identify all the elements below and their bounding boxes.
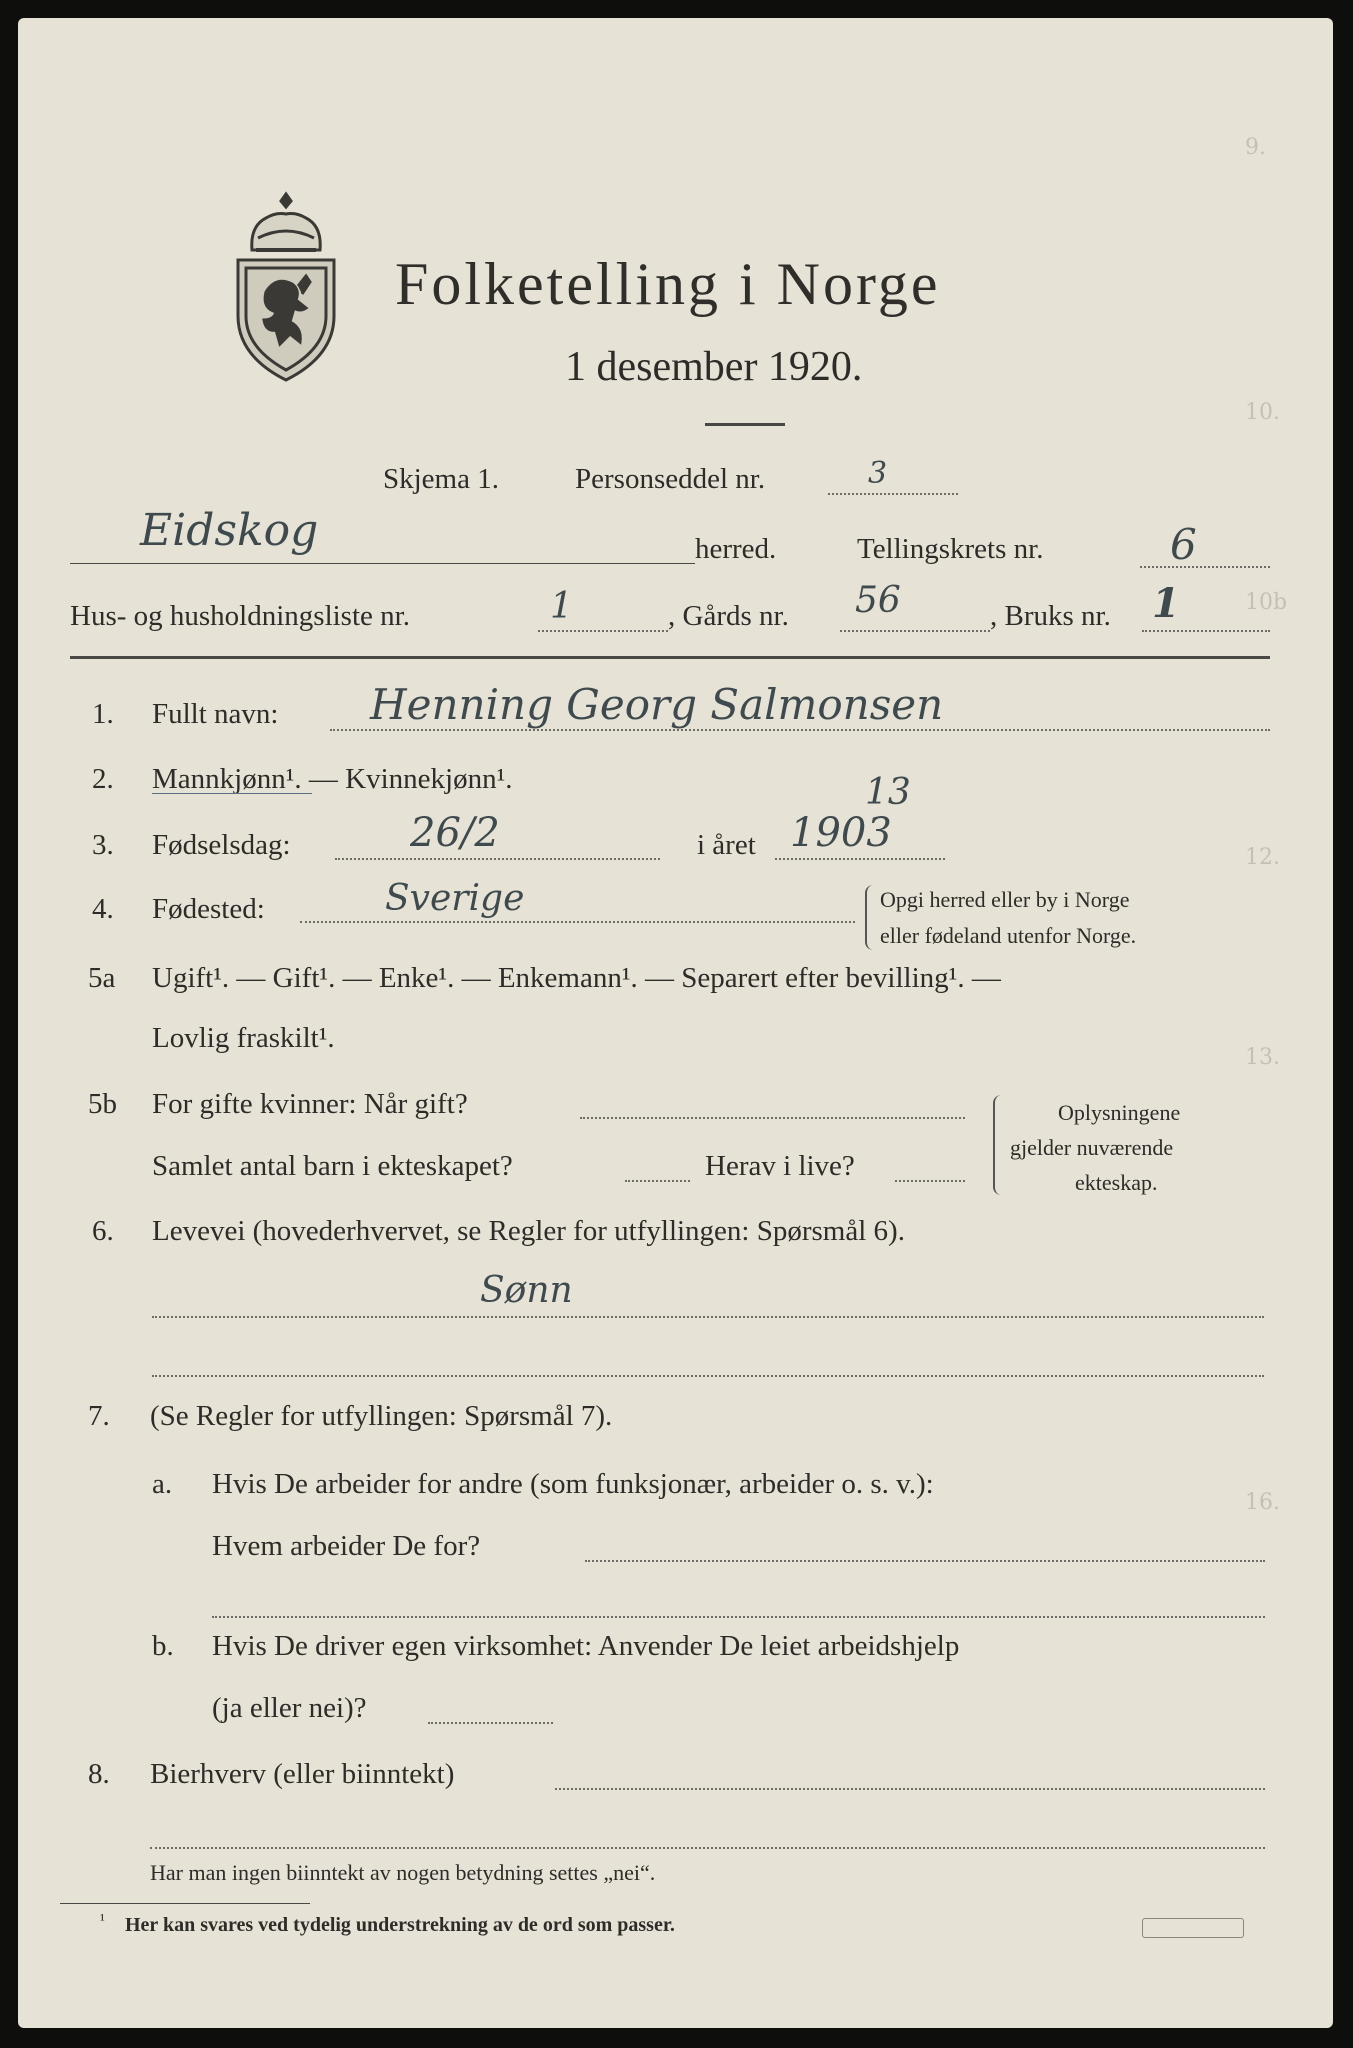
personseddel-field[interactable]	[828, 493, 958, 495]
birth-year-label: i året	[697, 829, 756, 861]
birth-year-field[interactable]	[775, 858, 945, 860]
married-when-field[interactable]	[580, 1117, 965, 1119]
employer-field-2[interactable]	[212, 1616, 1265, 1618]
bleed-through-text: 9.	[1245, 135, 1266, 160]
birthplace-note: eller fødeland utenfor Norge.	[880, 923, 1137, 948]
birthplace-label: Fødested:	[152, 893, 265, 925]
full-name-field[interactable]	[330, 729, 1270, 731]
question-number: 7.	[88, 1400, 110, 1432]
hired-help-field[interactable]	[428, 1722, 553, 1724]
bruks-value: 1	[1152, 580, 1180, 627]
norwegian-coat-of-arms-icon	[228, 188, 344, 384]
page-title: Folketelling i Norge	[395, 251, 941, 317]
personseddel-value: 3	[868, 456, 888, 491]
business-question: Hvis De driver egen virksomhet: Anvender De leiet arbeidshjelp	[212, 1630, 960, 1662]
tellingskrets-field[interactable]	[1140, 566, 1270, 568]
birthdate-label: Fødselsdag:	[152, 829, 291, 861]
full-name-value: Henning Georg Salmonsen	[370, 680, 944, 729]
income-note: Har man ingen biinntekt av nogen betydning settes „nei“.	[150, 1860, 656, 1885]
gards-value: 56	[855, 580, 901, 621]
tellingskrets-label: Tellingskrets nr.	[857, 533, 1044, 565]
question-number: 1.	[92, 698, 114, 730]
full-name-label: Fullt navn:	[152, 698, 279, 730]
side-income-field[interactable]	[555, 1788, 1265, 1790]
marriage-note: gjelder nuværende	[1010, 1135, 1174, 1160]
question-letter: a.	[152, 1468, 173, 1500]
bruks-field[interactable]	[1142, 630, 1270, 632]
question-letter: b.	[152, 1630, 174, 1662]
footnote: Her kan svares ved tydelig understrekning av de ord som passer.	[125, 1914, 675, 1936]
occupation-field-2[interactable]	[152, 1375, 1264, 1377]
birthplace-note: Opgi herred eller by i Norge	[880, 887, 1130, 912]
marital-status-options[interactable]: Lovlig fraskilt¹.	[152, 1022, 335, 1054]
children-alive-field[interactable]	[895, 1180, 965, 1182]
birth-year-value: 1903	[790, 810, 892, 856]
herred-value: Eidskog	[140, 505, 319, 556]
herred-field[interactable]	[70, 563, 695, 564]
side-income-field-2[interactable]	[150, 1847, 1265, 1849]
tellingskrets-value: 6	[1170, 520, 1197, 569]
question-number: 8.	[88, 1758, 110, 1790]
bleed-through-text: 10b	[1245, 590, 1288, 615]
hus-label: Hus- og husholdningsliste nr.	[70, 600, 410, 632]
hired-help-label: (ja eller nei)?	[212, 1692, 367, 1724]
selected-gender-underline	[152, 793, 312, 794]
question-number: 2.	[92, 763, 114, 795]
employer-label: Hvem arbeider De for?	[212, 1530, 481, 1562]
birthplace-value: Sverige	[385, 878, 525, 919]
question-number: 6.	[92, 1215, 114, 1247]
married-when-label: For gifte kvinner: Når gift?	[152, 1088, 468, 1120]
side-income-label: Bierhverv (eller biinntekt)	[150, 1758, 455, 1790]
birthdate-field[interactable]	[335, 858, 660, 860]
gards-field[interactable]	[840, 630, 990, 632]
bleed-through-text: 12.	[1245, 845, 1280, 870]
marriage-note: Oplysningene	[1058, 1100, 1181, 1125]
question-number: 4.	[92, 893, 114, 925]
employment-label: (Se Regler for utfyllingen: Spørsmål 7).	[150, 1400, 613, 1432]
gards-label: , Gårds nr.	[668, 600, 789, 632]
employer-question: Hvis De arbeider for andre (som funksjonær, arbeider o. s. v.):	[212, 1468, 934, 1500]
birth-year-correction: 13	[865, 772, 911, 813]
marital-status-options[interactable]: Ugift¹. — Gift¹. — Enke¹. — Enkemann¹. — Separert efter bevilling¹. —	[152, 962, 1001, 994]
birthplace-field[interactable]	[300, 921, 855, 923]
question-number: 3.	[92, 829, 114, 861]
children-count-label: Samlet antal barn i ekteskapet?	[152, 1150, 513, 1182]
hus-value: 1	[550, 586, 573, 627]
footnote-rule	[60, 1903, 310, 1904]
brace	[865, 885, 873, 950]
bleed-through-text: 16.	[1245, 1490, 1280, 1515]
title-divider	[705, 423, 785, 426]
hus-field[interactable]	[538, 630, 668, 632]
header-separator	[70, 656, 1270, 659]
children-alive-label: Herav i live?	[705, 1150, 855, 1182]
children-count-field[interactable]	[625, 1180, 690, 1182]
occupation-value: Sønn	[480, 1270, 573, 1311]
bleed-through-text: 10.	[1245, 400, 1280, 425]
printer-stamp	[1142, 1918, 1244, 1938]
employer-field[interactable]	[585, 1560, 1265, 1562]
census-date: 1 desember 1920.	[565, 344, 863, 390]
herred-label: herred.	[695, 533, 777, 565]
brace	[993, 1095, 1001, 1195]
birthdate-value: 26/2	[410, 810, 500, 856]
occupation-field[interactable]	[152, 1316, 1264, 1318]
footnote-mark: ¹	[100, 1912, 105, 1929]
personseddel-label: Personseddel nr.	[575, 463, 766, 495]
question-number: 5b	[88, 1088, 117, 1120]
bruks-label: , Bruks nr.	[990, 600, 1111, 632]
skjema-label: Skjema 1.	[383, 463, 499, 495]
gender-options[interactable]: Mannkjønn¹. — Kvinnekjønn¹.	[152, 763, 513, 795]
question-number: 5a	[88, 962, 116, 994]
bleed-through-text: 13.	[1245, 1045, 1280, 1070]
marriage-note: ekteskap.	[1075, 1170, 1158, 1195]
occupation-label: Levevei (hovederhvervet, se Regler for utfyllingen: Spørsmål 6).	[152, 1215, 905, 1247]
